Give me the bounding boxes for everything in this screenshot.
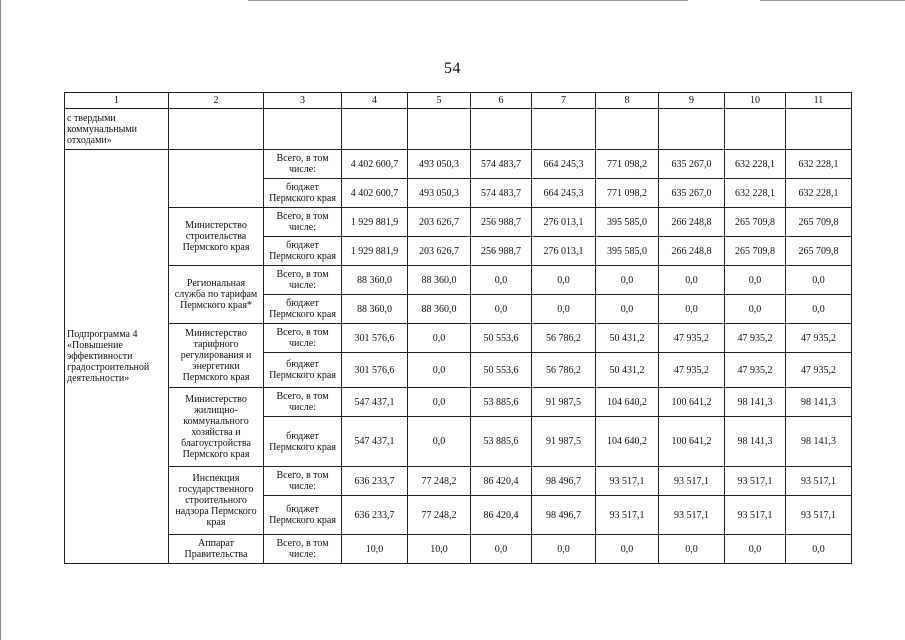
value-cell: 98 496,7 (532, 496, 596, 535)
value-cell: 0,0 (725, 266, 786, 295)
value-cell: 88 360,0 (342, 266, 408, 295)
value-cell: 0,0 (786, 295, 852, 324)
value-cell: 771 098,2 (596, 179, 659, 208)
source-total-label: Всего, в том числе: (264, 535, 342, 564)
empty-cell (725, 109, 786, 150)
value-cell: 56 786,2 (532, 353, 596, 388)
value-cell: 47 935,2 (786, 324, 852, 353)
value-cell: 86 420,4 (471, 496, 532, 535)
source-total-label: Всего, в том числе: (264, 467, 342, 496)
value-cell: 47 935,2 (659, 324, 725, 353)
value-cell: 395 585,0 (596, 208, 659, 237)
value-cell: 98 496,7 (532, 467, 596, 496)
value-cell: 0,0 (725, 535, 786, 564)
value-cell: 10,0 (342, 535, 408, 564)
executor-total-row (65, 467, 852, 496)
continuation-cell: с твердыми коммунальными отходами» (65, 109, 169, 150)
header-cell: 10 (725, 93, 786, 109)
value-cell: 0,0 (596, 266, 659, 295)
empty-cell (342, 109, 408, 150)
empty-cell (471, 109, 532, 150)
empty-cell (408, 109, 471, 150)
value-cell: 104 640,2 (596, 417, 659, 467)
value-cell: 632 228,1 (786, 179, 852, 208)
value-cell: 86 420,4 (471, 467, 532, 496)
page-number: 54 (444, 60, 461, 77)
value-cell: 493 050,3 (408, 179, 471, 208)
value-cell: 4 402 600,7 (342, 150, 408, 179)
empty-cell (532, 109, 596, 150)
value-cell: 0,0 (471, 266, 532, 295)
empty-cell (659, 109, 725, 150)
executor-name-cell: Министерство строительства Пермского края (169, 208, 264, 266)
value-cell: 77 248,2 (408, 496, 471, 535)
value-cell: 53 885,6 (471, 417, 532, 467)
value-cell: 574 483,7 (471, 179, 532, 208)
value-cell: 0,0 (659, 535, 725, 564)
value-cell: 632 228,1 (725, 179, 786, 208)
value-cell: 93 517,1 (659, 496, 725, 535)
executor-total-row (65, 208, 852, 237)
value-cell: 100 641,2 (659, 417, 725, 467)
value-cell: 636 233,7 (342, 467, 408, 496)
header-cell: 8 (596, 93, 659, 109)
value-cell: 50 553,6 (471, 324, 532, 353)
value-cell: 93 517,1 (596, 467, 659, 496)
value-cell: 256 988,7 (471, 208, 532, 237)
value-cell: 256 988,7 (471, 237, 532, 266)
value-cell: 93 517,1 (786, 467, 852, 496)
source-budget-label: бюджет Пермского края (264, 496, 342, 535)
value-cell: 0,0 (408, 353, 471, 388)
value-cell: 0,0 (786, 535, 852, 564)
value-cell: 635 267,0 (659, 150, 725, 179)
value-cell: 771 098,2 (596, 150, 659, 179)
header-cell: 3 (264, 93, 342, 109)
source-budget-label: бюджет Пермского края (264, 179, 342, 208)
value-cell: 47 935,2 (725, 353, 786, 388)
value-cell: 664 245,3 (532, 150, 596, 179)
value-cell: 266 248,8 (659, 237, 725, 266)
value-cell: 0,0 (532, 295, 596, 324)
value-cell: 47 935,2 (659, 353, 725, 388)
value-cell: 100 641,2 (659, 388, 725, 417)
value-cell: 493 050,3 (408, 150, 471, 179)
executor-total-row (65, 535, 852, 564)
value-cell: 10,0 (408, 535, 471, 564)
value-cell: 203 626,7 (408, 237, 471, 266)
value-cell: 0,0 (408, 388, 471, 417)
value-cell: 547 437,1 (342, 417, 408, 467)
executor-name-cell: Министерство жилищно-коммунального хозяйства и благоустройства Пермского края (169, 388, 264, 467)
value-cell: 265 709,8 (725, 237, 786, 266)
source-total-label: Всего, в том числе: (264, 150, 342, 179)
executor-cell-empty (169, 150, 264, 208)
value-cell: 98 141,3 (725, 388, 786, 417)
source-budget-label: бюджет Пермского края (264, 353, 342, 388)
scan-edge-top-right (760, 0, 905, 1)
header-cell: 2 (169, 93, 264, 109)
value-cell: 98 141,3 (725, 417, 786, 467)
value-cell: 0,0 (786, 266, 852, 295)
value-cell: 0,0 (596, 535, 659, 564)
value-cell: 88 360,0 (408, 295, 471, 324)
value-cell: 0,0 (659, 266, 725, 295)
source-total-label: Всего, в том числе: (264, 324, 342, 353)
executor-total-row (65, 324, 852, 353)
value-cell: 47 935,2 (786, 353, 852, 388)
subprogram-name-cell: Подпрограмма 4 «Повышение эффективности градостроительной деятельности» (65, 150, 169, 564)
value-cell: 203 626,7 (408, 208, 471, 237)
value-cell: 547 437,1 (342, 388, 408, 417)
source-budget-label: бюджет Пермского края (264, 237, 342, 266)
header-cell: 5 (408, 93, 471, 109)
header-cell: 6 (471, 93, 532, 109)
value-cell: 0,0 (408, 324, 471, 353)
value-cell: 0,0 (471, 295, 532, 324)
value-cell: 664 245,3 (532, 179, 596, 208)
value-cell: 265 709,8 (725, 208, 786, 237)
value-cell: 0,0 (659, 295, 725, 324)
value-cell: 632 228,1 (725, 150, 786, 179)
value-cell: 77 248,2 (408, 467, 471, 496)
header-cell: 4 (342, 93, 408, 109)
value-cell: 91 987,5 (532, 388, 596, 417)
value-cell: 93 517,1 (725, 496, 786, 535)
value-cell: 104 640,2 (596, 388, 659, 417)
budget-table (64, 92, 852, 564)
value-cell: 93 517,1 (596, 496, 659, 535)
value-cell: 0,0 (725, 295, 786, 324)
value-cell: 395 585,0 (596, 237, 659, 266)
value-cell: 50 553,6 (471, 353, 532, 388)
value-cell: 632 228,1 (786, 150, 852, 179)
value-cell: 93 517,1 (786, 496, 852, 535)
executor-total-row (65, 388, 852, 417)
scan-edge-top (248, 0, 688, 1)
value-cell: 88 360,0 (408, 266, 471, 295)
value-cell: 0,0 (532, 535, 596, 564)
empty-cell (169, 109, 264, 150)
value-cell: 93 517,1 (725, 467, 786, 496)
value-cell: 88 360,0 (342, 295, 408, 324)
value-cell: 0,0 (532, 266, 596, 295)
subprogram-total-row (65, 150, 852, 179)
value-cell: 47 935,2 (725, 324, 786, 353)
value-cell: 276 013,1 (532, 208, 596, 237)
value-cell: 4 402 600,7 (342, 179, 408, 208)
value-cell: 636 233,7 (342, 496, 408, 535)
value-cell: 265 709,8 (786, 208, 852, 237)
empty-cell (264, 109, 342, 150)
header-cell: 7 (532, 93, 596, 109)
value-cell: 56 786,2 (532, 324, 596, 353)
header-cell: 1 (65, 93, 169, 109)
value-cell: 301 576,6 (342, 353, 408, 388)
value-cell: 301 576,6 (342, 324, 408, 353)
value-cell: 0,0 (596, 295, 659, 324)
value-cell: 98 141,3 (786, 417, 852, 467)
executor-name-cell: Аппарат Правительства (169, 535, 264, 564)
source-total-label: Всего, в том числе: (264, 208, 342, 237)
scan-edge-left (0, 0, 7, 640)
value-cell: 574 483,7 (471, 150, 532, 179)
source-total-label: Всего, в том числе: (264, 266, 342, 295)
empty-cell (786, 109, 852, 150)
value-cell: 1 929 881,9 (342, 208, 408, 237)
executor-name-cell: Инспекция государственного строительного надзора Пермского края (169, 467, 264, 535)
empty-cell (596, 109, 659, 150)
header-cell: 9 (659, 93, 725, 109)
header-row (65, 93, 852, 109)
value-cell: 265 709,8 (786, 237, 852, 266)
value-cell: 50 431,2 (596, 324, 659, 353)
continuation-row (65, 109, 852, 150)
value-cell: 266 248,8 (659, 208, 725, 237)
value-cell: 53 885,6 (471, 388, 532, 417)
value-cell: 635 267,0 (659, 179, 725, 208)
value-cell: 1 929 881,9 (342, 237, 408, 266)
value-cell: 91 987,5 (532, 417, 596, 467)
value-cell: 276 013,1 (532, 237, 596, 266)
executor-name-cell: Региональная служба по тарифам Пермского края* (169, 266, 264, 324)
source-total-label: Всего, в том числе: (264, 388, 342, 417)
value-cell: 93 517,1 (659, 467, 725, 496)
executor-total-row (65, 266, 852, 295)
source-budget-label: бюджет Пермского края (264, 295, 342, 324)
source-budget-label: бюджет Пермского края (264, 417, 342, 467)
value-cell: 50 431,2 (596, 353, 659, 388)
budget-table-body (65, 93, 852, 564)
value-cell: 98 141,3 (786, 388, 852, 417)
value-cell: 0,0 (471, 535, 532, 564)
header-cell: 11 (786, 93, 852, 109)
executor-name-cell: Министерство тарифного регулирования и энергетики Пермского края (169, 324, 264, 388)
value-cell: 0,0 (408, 417, 471, 467)
